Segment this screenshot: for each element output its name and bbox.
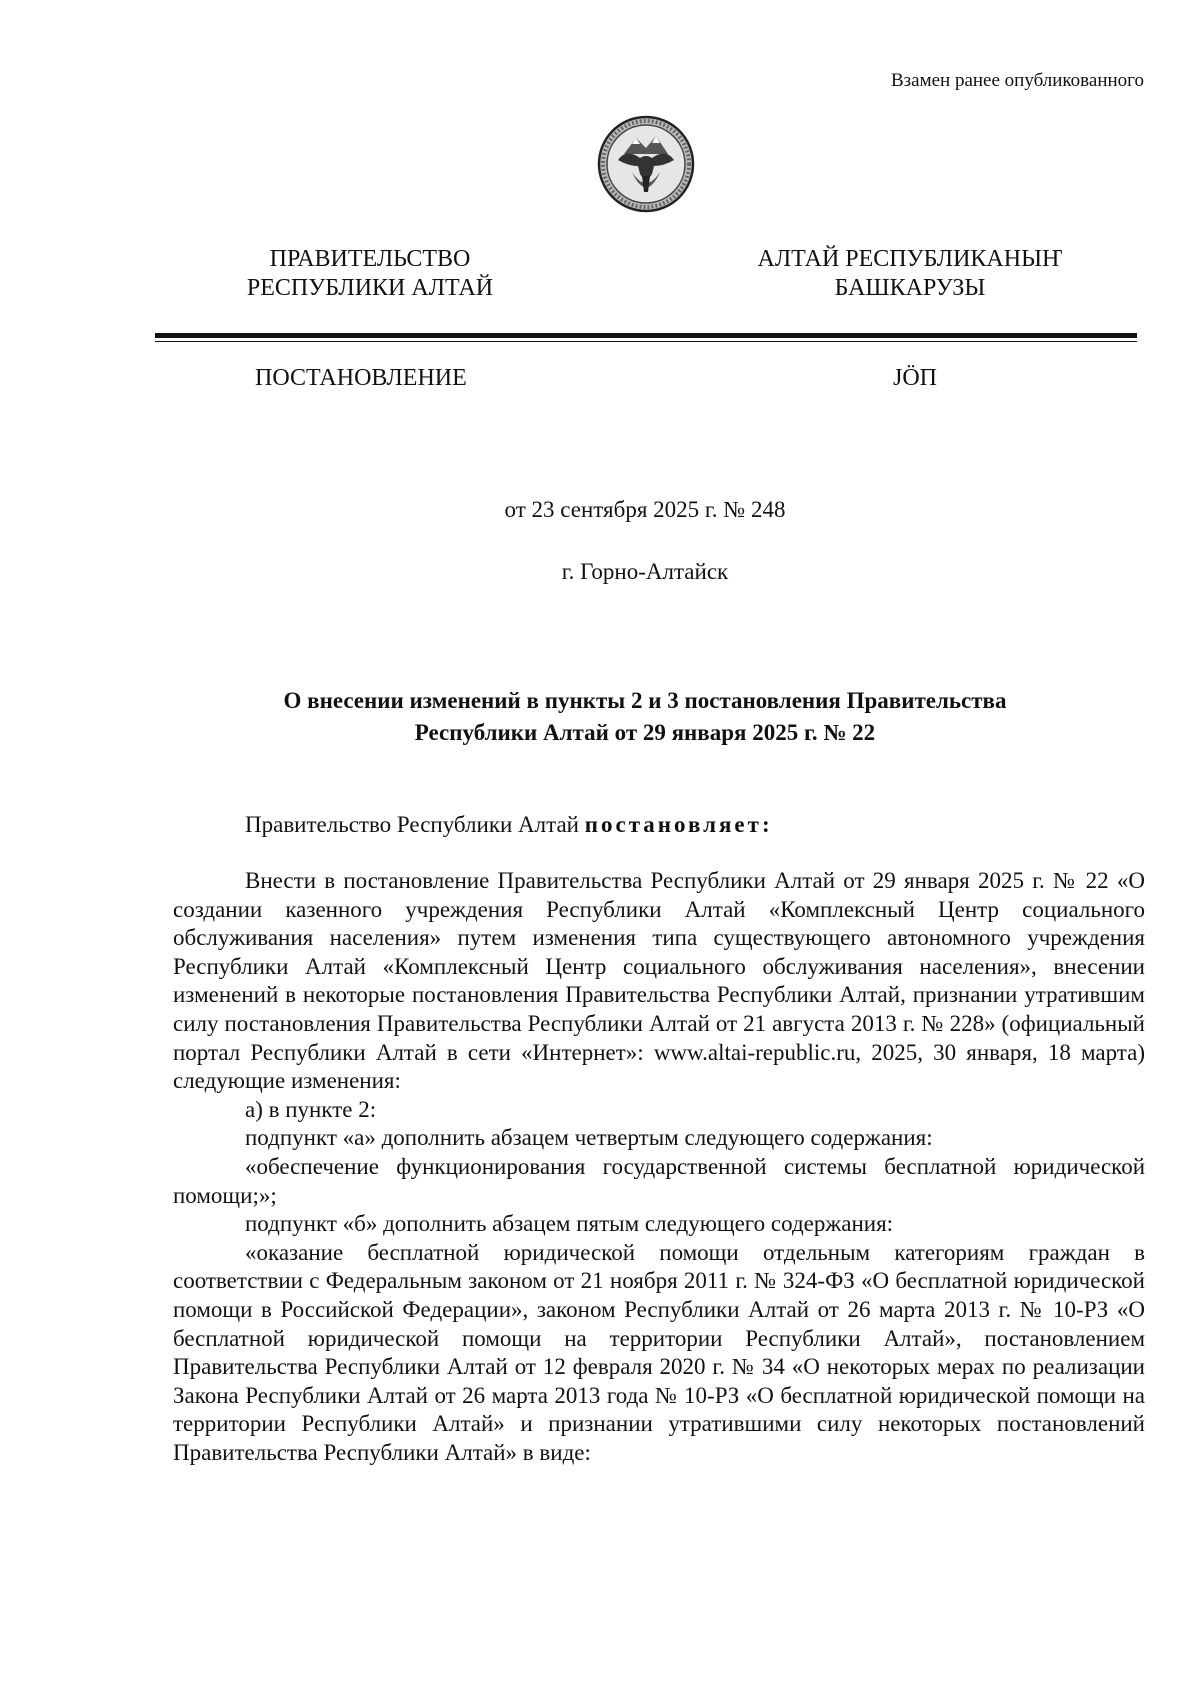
doctype-russian: ПОСТАНОВЛЕНИЕ — [255, 365, 467, 391]
title-line1: О внесении изменений в пункты 2 и 3 постановления Правительства — [283, 688, 1007, 713]
title-line2: Республики Алтай от 29 января 2025 г. № 22 — [414, 720, 876, 745]
government-name-altai — [750, 245, 1070, 303]
org-right-line1: АЛТАЙ РЕСПУБЛИКАНЫҤ — [757, 246, 1063, 272]
document-date: от 23 сентября 2025 г. № 248 — [504, 497, 786, 522]
paragraph: а) в пункте 2: — [245, 1096, 377, 1122]
document-city: г. Горно-Алтайск — [561, 559, 729, 584]
org-right-line2: БАШКАРУЗЫ — [834, 275, 986, 301]
header-divider-thick — [155, 333, 1137, 338]
paragraph: «обеспечение функционирования государственной системы бесплатной юридической помощи;»; — [173, 1153, 1145, 1208]
paragraph: Внести в постановление Правительства Республики Алтай от 29 января 2025 г. № 22 «О создании казенного учреждения Республики Алтай «Комплексный Центр социального обслуживания населения» путем изменения типа существующего автономного учреждения Республики Алтай «Комплексный Центр социального обслуживания населения», внесении изменений в некоторые постановления Правительства Республики Алтай, признании утратившим силу постановления Правительства Республики Алтай от 21 августа 2013 г. № 228» (официальный портал Республики Алтай в сети «Интернет»: www.altai-republic.ru, 2025, 30 января, 18 марта) следующие изменения: — [173, 868, 1145, 1094]
government-name-russian — [240, 245, 500, 303]
doctype-altai: JÖП — [893, 365, 938, 391]
document-body — [173, 867, 1145, 1467]
decree-verb: постановляет: — [584, 812, 773, 837]
decree-prefix: Правительство Республики Алтай — [245, 812, 585, 837]
paragraph: «оказание бесплатной юридической помощи отдельным категориям граждан в соответствии с Федеральным законом от 21 ноября 2011 г. № 324-ФЗ «О бесплатной юридической помощи в Российской Федерации», законом Республики Алтай от 26 марта 2013 г. № 10-РЗ «О бесплатной юридической помощи на территории Республики Алтай», постановлением Правительства Республики Алтай от 12 февраля 2020 г. № 34 «О некоторых мерах по реализации Закона Республики Алтай от 26 марта 2013 года № 10-РЗ «О бесплатной юридической помощи на территории Республики Алтай» и признании утратившими силу некоторых постановлений Правительства Республики Алтай» в виде: — [173, 1239, 1145, 1465]
republication-note: Взамен ранее опубликованного — [890, 70, 1144, 91]
document-title — [172, 685, 1118, 749]
paragraph: подпункт «а» дополнить абзацем четвертым следующего содержания: — [245, 1125, 933, 1151]
org-left-line2: РЕСПУБЛИКИ АЛТАЙ — [246, 275, 494, 301]
decree-statement — [245, 812, 773, 838]
coat-of-arms-emblem — [596, 114, 696, 214]
paragraph: подпункт «б» дополнить абзацем пятым следующего содержания: — [245, 1211, 894, 1237]
org-left-line1: ПРАВИТЕЛЬСТВО — [269, 246, 471, 272]
header-divider-thin — [155, 341, 1137, 342]
